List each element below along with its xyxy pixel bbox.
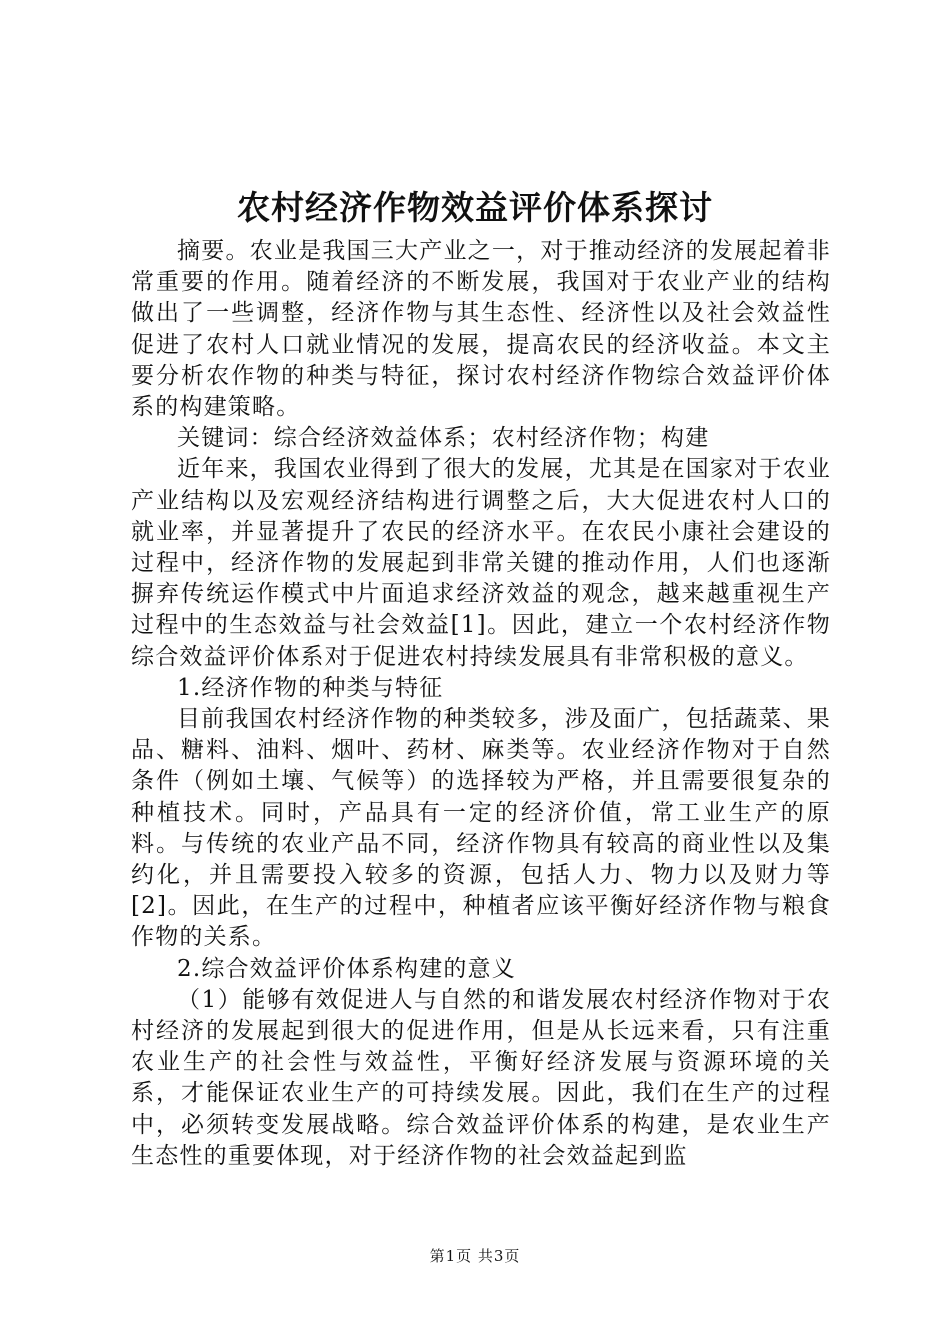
page-footer: 第1页 共3页 (429, 1247, 521, 1265)
abstract-paragraph: 摘要。农业是我国三大产业之一，对于推动经济的发展起着非常重要的作用。随着经济的不断发展，我国对于农业产业的结构做出了一些调整，经济作物与其生态性、经济性以及社会效益性促进了农村人口就业情况的发展，提高农民的经济收益。本文主要分析农作物的种类与特征，探讨农村经济作物综合效益评价体系的构建策略。 (131, 238, 831, 421)
document-body (131, 236, 831, 1172)
intro-paragraph: 近年来，我国农业得到了很大的发展，尤其是在国家对于农业产业结构以及宏观经济结构进行调整之后，大大促进农村人口的就业率，并显著提升了农民的经济水平。在农民小康社会建设的过程中，经济作物的发展起到非常关键的推动作用，人们也逐渐摒弃传统运作模式中片面追求经济效益的观念，越来越重视生产过程中的生态效益与社会效益[1]。因此，建立一个农村经济作物综合效益评价体系对于促进农村持续发展具有非常积极的意义。 (131, 456, 831, 670)
keywords-paragraph: 关键词：综合经济效益体系；农村经济作物；构建 (177, 425, 710, 452)
document-title: 农村经济作物效益评价体系探讨 (237, 188, 713, 227)
section-2-paragraph: （1）能够有效促进人与自然的和谐发展农村经济作物对于农村经济的发展起到很大的促进作用，但是从长远来看，只有注重农业生产的社会性与效益性，平衡好经济发展与资源环境的关系，才能保证农业生产的可持续发展。因此，我们在生产的过程中，必须转变发展战略。综合效益评价体系的构建，是农业生产生态性的重要体现，对于经济作物的社会效益起到监 (131, 986, 831, 1169)
section-heading-2: 2.综合效益评价体系构建的意义 (177, 955, 516, 982)
section-1-paragraph: 目前我国农村经济作物的种类较多，涉及面广，包括蔬菜、果品、糖料、油料、烟叶、药材、麻类等。农业经济作物对于自然条件（例如土壤、气候等）的选择较为严格，并且需要很复杂的种植技术。同时，产品具有一定的经济价值，常工业生产的原料。与传统的农业产品不同，经济作物具有较高的商业性以及集约化，并且需要投入较多的资源，包括人力、物力以及财力等[2]。因此，在生产的过程中，种植者应该平衡好经济作物与粮食作物的关系。 (131, 706, 831, 951)
section-heading-1: 1.经济作物的种类与特征 (177, 674, 444, 701)
